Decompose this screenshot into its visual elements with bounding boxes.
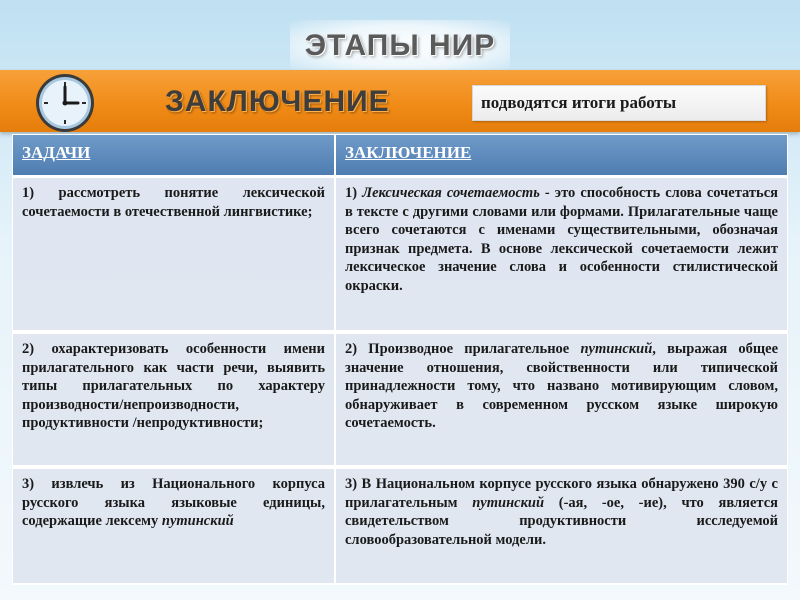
table-row bbox=[12, 176, 788, 332]
conclusion-text bbox=[345, 184, 778, 295]
conclusion-term: Лексическая сочетаемость bbox=[362, 185, 540, 201]
slide-title: ЭТАПЫ НИР bbox=[304, 29, 496, 62]
header-conclusion: ЗАКЛЮЧЕНИЕ bbox=[335, 134, 788, 176]
task-cell bbox=[12, 332, 335, 467]
table-row bbox=[12, 467, 788, 585]
conclusion-prefix: 1) bbox=[345, 185, 363, 201]
conclusion-text bbox=[345, 340, 778, 433]
conclusion-cell bbox=[335, 467, 788, 585]
task-text: 2) охарактеризовать особенности имени прилагательного как части речи, выявить типы прилагательных по характеру производности/непроизводности, продуктивности /непродуктивности; bbox=[22, 341, 325, 431]
stage-title: ЗАКЛЮЧЕНИЕ bbox=[165, 85, 390, 118]
stage-summary: подводятся итоги работы bbox=[481, 93, 677, 112]
table-header-row bbox=[12, 134, 788, 176]
task-text: 1) рассмотреть понятие лексической сочетаемости в отечественной лингвистике; bbox=[22, 185, 325, 220]
stage-summary-box bbox=[472, 85, 766, 121]
conclusion-term: путинский bbox=[472, 494, 545, 511]
task-term: путинский bbox=[161, 513, 234, 529]
conclusion-rest: , выражая общее значение отношения, свойственности или типической принадлежности тому, что названо мотивирующим словом, обнаруживает в современном русском языке широкую сочетаемость. bbox=[345, 341, 779, 431]
conclusion-text bbox=[345, 475, 778, 549]
conclusion-rest: (-ая, -ое, -ие), что является свидетельством продуктивности исследуемой словообразовательной модели. bbox=[345, 494, 778, 548]
clock-icon bbox=[34, 72, 96, 134]
task-cell bbox=[12, 176, 335, 332]
conclusion-cell bbox=[335, 332, 788, 467]
conclusion-prefix: 3) В Национальном корпусе русского языка обнаружено 390 с/у с прилагательным bbox=[345, 476, 778, 511]
conclusion-cell bbox=[335, 176, 788, 332]
title-banner bbox=[290, 20, 510, 72]
task-cell bbox=[12, 467, 335, 585]
conclusion-term: путинский bbox=[580, 341, 653, 357]
header-tasks: ЗАДАЧИ bbox=[12, 134, 335, 176]
task-text bbox=[22, 475, 325, 531]
conclusion-rest: - это способность слова сочетаться в тексте с другими словами или формами. Прилагательные чаще всего сочетаются с именами существительными, обозначая признак предмета. В основе лексической сочетаемости лежит лексическое значение слова и особенности стилистической окраски. bbox=[345, 185, 778, 294]
table-row bbox=[12, 332, 788, 467]
tasks-table bbox=[12, 134, 788, 585]
conclusion-prefix: 2) Производное прилагательное bbox=[345, 341, 581, 357]
task-prefix: 3) извлечь из Национального корпуса русского языка языковые единицы, содержащие лексему bbox=[22, 476, 325, 529]
